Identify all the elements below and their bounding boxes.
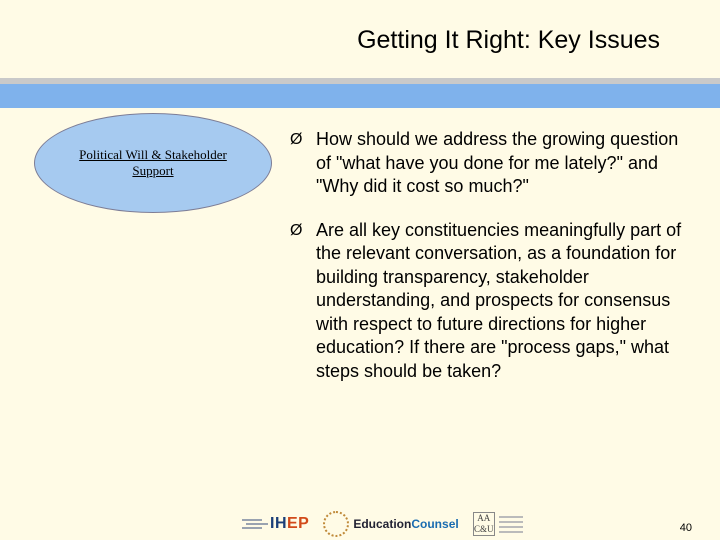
header-band (0, 84, 720, 108)
topic-oval (34, 113, 272, 213)
bullet-item (290, 219, 690, 384)
arrow-bullet-icon: Ø (290, 131, 303, 148)
ihep-mark-icon (242, 515, 268, 533)
seal-icon (323, 511, 349, 537)
bullet-list (290, 128, 690, 403)
bullet-text: How should we address the growing question of "what have you done for me lately?" and "Why did it cost so much?" (316, 129, 679, 196)
educationcounsel-logo: EducationCounsel (323, 511, 458, 537)
page-number: 40 (679, 522, 692, 534)
slide-title: Getting It Right: Key Issues (357, 26, 660, 54)
ihep-logo: IHEP (242, 515, 309, 533)
aacu-logo: AA C&U (473, 512, 523, 536)
topic-oval-label: Political Will & Stakeholder Support (79, 147, 227, 178)
bullet-text: Are all key constituencies meaningfully part of the relevant conversation, as a foundation for building transparency, stakeholder understanding, and prospects for consensus with respect to future directions for higher education? If there are "process gaps," what steps should be taken? (316, 219, 682, 381)
footer-logos (242, 508, 523, 540)
arrow-bullet-icon: Ø (290, 221, 303, 239)
bullet-item (290, 128, 690, 199)
